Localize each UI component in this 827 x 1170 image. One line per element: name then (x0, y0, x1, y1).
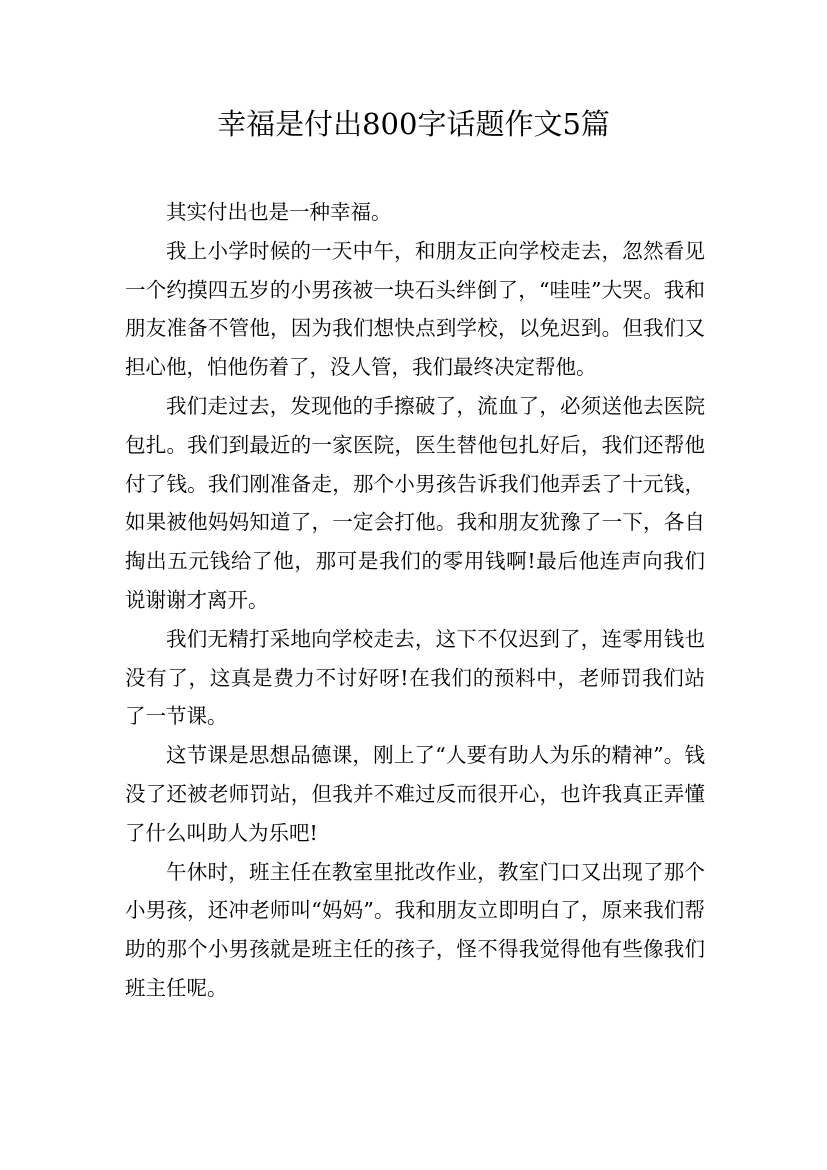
paragraph: 这节课是思想品德课，刚上了“人要有助人为乐的精神”。钱没了还被老师罚站，但我并不难过反而很开心，也许我真正弄懂了什么叫助人为乐吧! (125, 743, 705, 845)
paragraph: 我们走过去，发现他的手擦破了，流血了，必须送他去医院包扎。我们到最近的一家医院，医生替他包扎好后，我们还帮他付了钱。我们刚准备走，那个小男孩告诉我们他弄丢了十元钱，如果被他妈妈知道了，一定会打他。我和朋友犹豫了一下，各自掏出五元钱给了他，那可是我们的零用钱啊!最后他连声向我们说谢谢才离开。 (125, 393, 705, 612)
document-body (125, 193, 705, 1008)
paragraph: 其实付出也是一种幸福。 (166, 200, 392, 224)
paragraph: 午休时，班主任在教室里批改作业，教室门口又出现了那个小男孩，还冲老师叫“妈妈”。我和朋友立即明白了，原来我们帮助的那个小男孩就是班主任的孩子，怪不得我觉得他有些像我们班主任呢。 (125, 859, 705, 1000)
document-title: 幸福是付出800字话题作文5篇 (217, 107, 610, 141)
paragraph: 我们无精打采地向学校走去，这下不仅迟到了，连零用钱也没有了，这真是费力不讨好呀!在我们的预料中，老师罚我们站了一节课。 (125, 626, 705, 729)
paragraph: 我上小学时候的一天中午，和朋友正向学校走去，忽然看见一个约摸四五岁的小男孩被一块石头绊倒了，“哇哇”大哭。我和朋友准备不管他，因为我们想快点到学校，以免迟到。但我们又担心他，怕他伤着了，没人管，我们最终决定帮他。 (125, 238, 705, 380)
